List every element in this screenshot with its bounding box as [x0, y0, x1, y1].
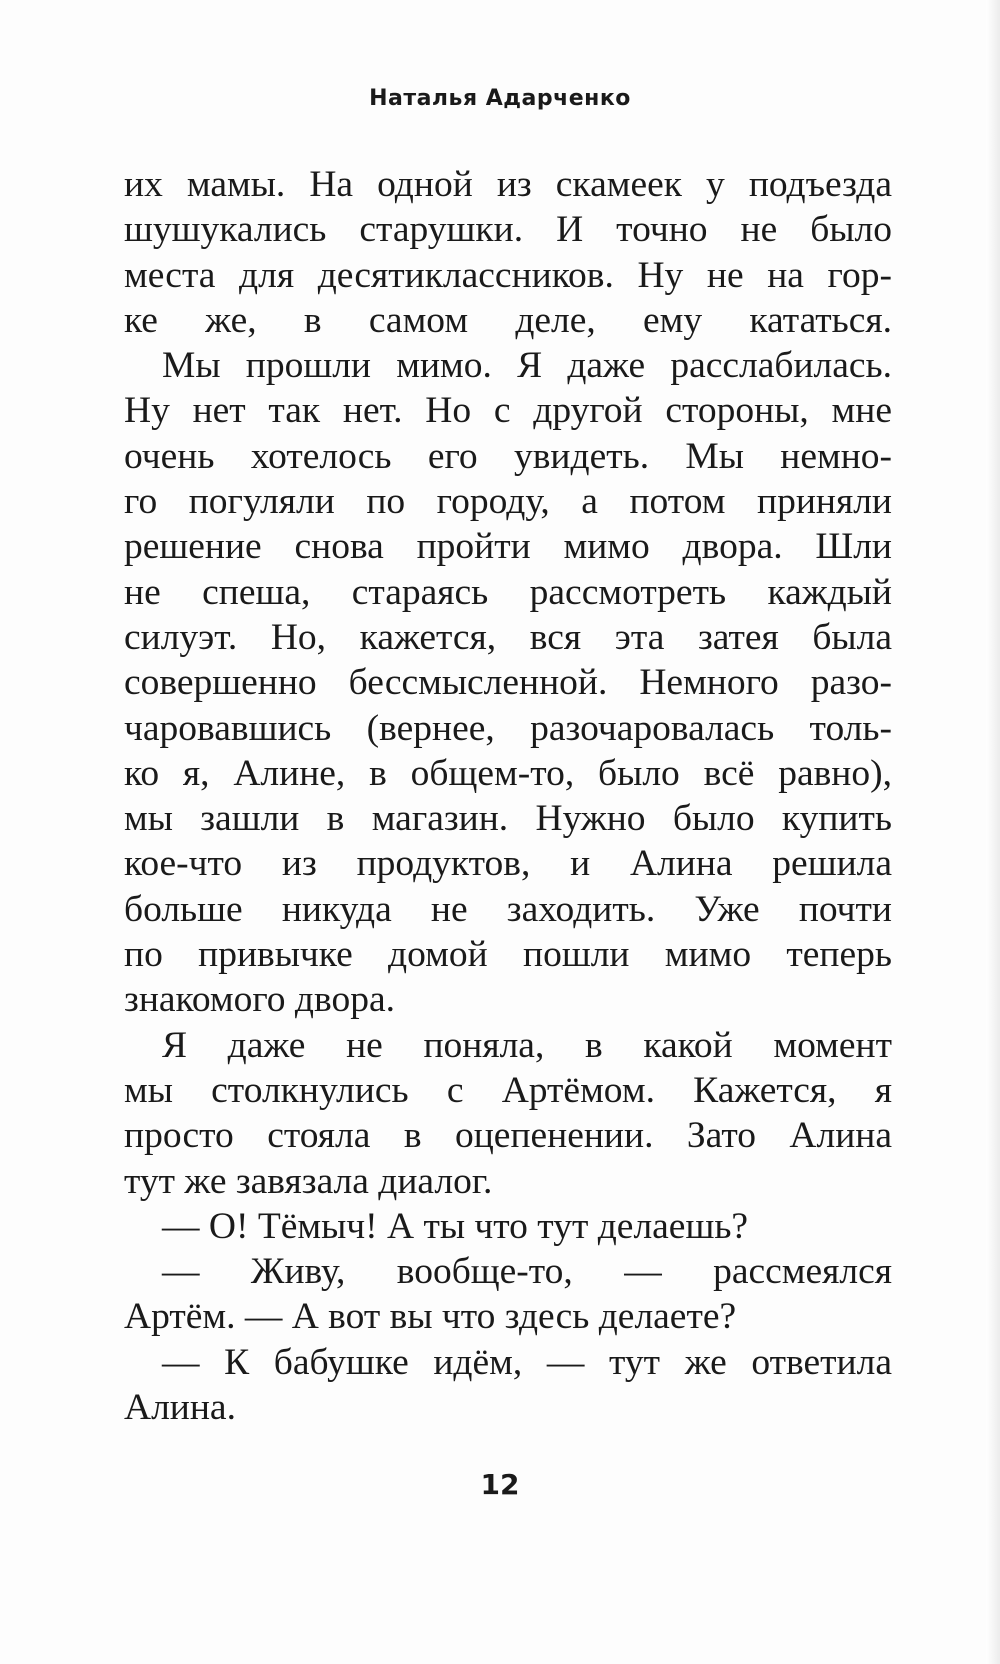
text-line: очень хотелось его увидеть. Мы немно-: [124, 435, 892, 477]
text-line: их мамы. На одной из скамеек у подъезда: [124, 164, 892, 205]
text-line: тут же завязала диалог.: [124, 1160, 493, 1202]
text-line: го погуляли по городу, а потом приняли: [124, 481, 892, 523]
text-line: — К бабушке идём, — тут же ответила: [162, 1341, 892, 1383]
text-line: — О! Тёмыч! А ты что тут делаешь?: [162, 1205, 749, 1247]
text-line: силуэт. Но, кажется, вся эта затея была: [124, 616, 892, 658]
text-line: — Живу, вообще-то, — рассмеялся: [162, 1251, 892, 1293]
page-number: 12: [480, 1468, 520, 1501]
text-line: по привычке домой пошли мимо теперь: [124, 934, 892, 976]
text-line: больше никуда не заходить. Уже почти: [124, 888, 892, 930]
text-line: чаровавшись (вернее, разочаровалась толь-: [124, 707, 892, 749]
text-line: места для десятиклассников. Ну не на гор-: [124, 254, 892, 296]
text-line: ко я, Алине, в общем-то, было всё равно),: [124, 752, 892, 794]
text-line: ке же, в самом деле, ему кататься.: [124, 299, 892, 341]
text-line: мы зашли в магазин. Нужно было купить: [124, 798, 892, 840]
text-line: знакомого двора.: [124, 979, 395, 1021]
text-line: Артём. — А вот вы что здесь делаете?: [124, 1296, 737, 1338]
text-line: Мы прошли мимо. Я даже расслабилась.: [162, 345, 892, 387]
text-line: решение снова пройти мимо двора. Шли: [124, 526, 892, 568]
text-line: Ну нет так нет. Но с другой стороны, мне: [124, 390, 892, 432]
text-line: мы столкнулись с Артёмом. Кажется, я: [124, 1069, 892, 1111]
text-line: кое-что из продуктов, и Алина решила: [124, 843, 892, 885]
running-header: Наталья Адарченко: [369, 86, 631, 111]
body-text: [124, 162, 892, 1430]
text-line: не спеша, стараясь рассмотреть каждый: [124, 571, 892, 613]
text-line: шушукались старушки. И точно не было: [124, 209, 892, 251]
text-line: просто стояла в оцепенении. Зато Алина: [124, 1115, 892, 1157]
page-edge-shadow: [986, 0, 1000, 1664]
text-line: Я даже не поняла, в какой момент: [162, 1024, 892, 1066]
text-line: совершенно бессмысленной. Немного разо-: [124, 662, 892, 704]
text-line: Алина.: [124, 1387, 236, 1429]
